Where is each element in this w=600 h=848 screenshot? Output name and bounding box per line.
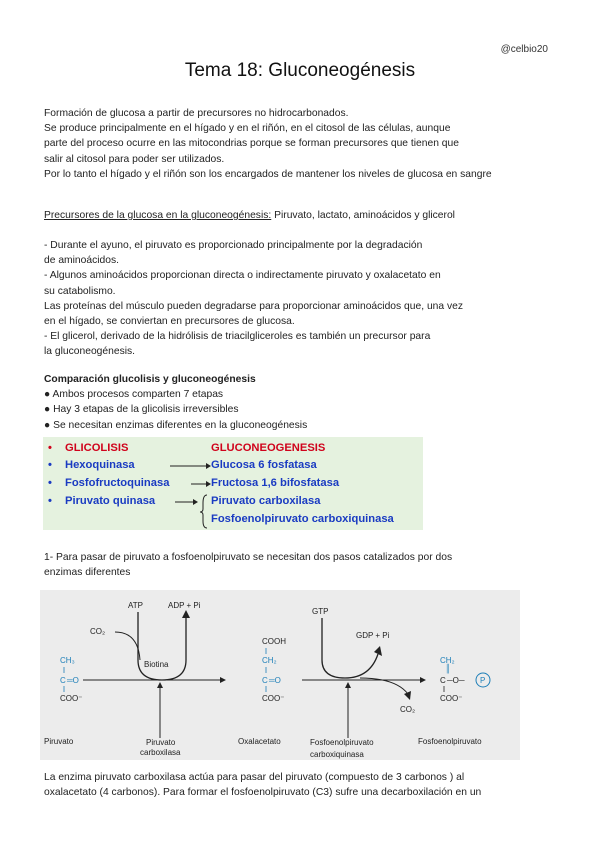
brace-icon (200, 495, 207, 528)
step1-line: 1- Para pasar de piruvato a fosfoenolpiruvato se necesitan dos pasos catalizados por dos (44, 552, 453, 563)
co2-in-label: CO₂ (90, 627, 106, 636)
gluconeogenesis-enzyme: Fosfoenolpiruvato carboxiquinasa (211, 513, 394, 525)
intro-line: parte del proceso ocurre en las mitocondrias porque se forman precursores que tienen que (44, 138, 459, 150)
intro-line: Por lo tanto el hígado y el riñón son los encargados de mantener los niveles de glucosa en sangre (44, 168, 492, 180)
glycolysis-enzyme: Hexoquinasa (65, 459, 135, 471)
pepck-label-1: Fosfoenolpiruvato (310, 738, 374, 747)
table-bullet: • (48, 495, 52, 507)
pyruvate-c: C (60, 676, 66, 685)
closing-line: La enzima piruvato carboxilasa actúa para pasar del piruvato (compuesto de 3 carbonos ) al (44, 772, 465, 783)
intro-paragraph (44, 106, 564, 182)
pep-label: Fosfoenolpiruvato (418, 737, 482, 746)
table-bullet: • (48, 442, 52, 454)
precursors-paragraph (44, 238, 564, 360)
enzyme-comparison-table (43, 437, 423, 530)
comparison-section (44, 372, 564, 433)
arrow-head (193, 499, 198, 505)
pep-c: C (440, 676, 446, 685)
comparison-heading: Comparación glucolisis y gluconeogénesis (44, 374, 256, 385)
gluconeogenesis-enzyme: Piruvato carboxilasa (211, 495, 321, 507)
precursors-heading: Precursores de la glucosa en la gluconeogénesis: (44, 210, 272, 221)
arrow-head (206, 481, 211, 487)
intro-line: Formación de glucosa a partir de precursores no hidrocarbonados. (44, 108, 349, 119)
page-title: Tema 18: Gluconeogénesis (184, 60, 416, 81)
gluconeogenesis-enzyme: Fructosa 1,6 bifosfatasa (211, 477, 340, 489)
closing-paragraph (44, 770, 564, 800)
atp-label: ATP (128, 601, 143, 610)
pep-o: ─O─ (447, 676, 465, 685)
arrow-head (206, 463, 211, 469)
diagram-background (40, 590, 520, 760)
biotin-label: Biotina (144, 660, 169, 669)
comparison-bullet: ● Hay 3 etapas de la glicolisis irreversibles (44, 404, 239, 416)
precursors-line: Las proteínas del músculo pueden degradarse para proporcionar aminoácidos que, una vez (44, 300, 464, 312)
precursors-line: - Algunos aminoácidos proporcionan directa o indirectamente piruvato y oxalacetato en (44, 270, 441, 282)
precursors-line: - Durante el ayuno, el piruvato es proporcionado principalmente por la degradación (44, 240, 423, 251)
oaa-o: ═O (269, 676, 281, 685)
gluconeogenesis-header: GLUCONEOGENESIS (211, 442, 326, 454)
oxalacetate-label: Oxalacetato (238, 737, 281, 746)
comparison-bullet: ● Se necesitan enzimas diferentes en la gluconeogénesis (44, 419, 308, 431)
table-bullet: • (48, 459, 52, 471)
gdp-label: GDP + Pi (356, 631, 390, 640)
oaa-cooh: COOH (262, 637, 286, 646)
pyruvate-o: ═O (67, 676, 79, 685)
pepck-label-2: carboxiquinasa (310, 750, 364, 759)
oaa-c: C (262, 676, 268, 685)
step1-paragraph (44, 550, 564, 580)
pc-label-2: carboxilasa (140, 748, 181, 757)
intro-line: salir al citosol para poder ser utilizados. (44, 153, 225, 165)
glycolysis-enzyme: Fosfofructoquinasa (65, 477, 170, 489)
pyruvate-to-pep-diagram (40, 590, 520, 760)
intro-line: Se produce principalmente en el hígado y en el riñón, en el citosol de las células, aunque (44, 123, 451, 135)
comparison-bullet: ● Ambos procesos comparten 7 etapas (44, 389, 224, 401)
closing-line: oxalacetato (4 carbonos). Para formar el fosfoenolpiruvato (C3) sufre una decarboxilación en un (44, 787, 482, 799)
gtp-label: GTP (312, 607, 329, 616)
glycolysis-header: GLICOLISIS (65, 442, 129, 454)
precursors-line: su catabolismo. (44, 285, 116, 297)
pep-p: P (480, 676, 486, 685)
pc-label-1: Piruvato (146, 738, 176, 747)
pep-coo: COO⁻ (440, 694, 463, 703)
oaa-coo: COO⁻ (262, 694, 285, 703)
precursors-line: de aminoácidos. (44, 255, 119, 267)
co2-out-label: CO₂ (400, 705, 416, 714)
pep-double-bond: ║ (445, 664, 451, 673)
pyruvate-ch3: CH₃ (60, 656, 75, 665)
pyruvate-coo: COO⁻ (60, 694, 83, 703)
step1-line: enzimas diferentes (44, 567, 131, 579)
precursors-line: la gluconeogénesis. (44, 346, 136, 358)
precursors-line: - El glicerol, derivado de la hidrólisis de triacilgliceroles es también un precursor para (44, 331, 431, 343)
glycolysis-enzyme: Piruvato quinasa (65, 495, 156, 507)
table-arrows (43, 437, 423, 530)
precursors-line: en el hígado, se conviertan en precursores de glucosa. (44, 316, 295, 328)
pep-ch2: CH₂ (440, 656, 455, 665)
gluconeogenesis-enzyme: Glucosa 6 fosfatasa (211, 459, 317, 471)
precursors-list: Piruvato, lactato, aminoácidos y glicerol (271, 210, 455, 221)
pyruvate-label: Piruvato (44, 737, 74, 746)
precursors-heading-line (44, 208, 564, 223)
author-handle: @celbio20 (500, 44, 548, 55)
oaa-ch2: CH₂ (262, 656, 277, 665)
table-bullet: • (48, 477, 52, 489)
adp-label: ADP + Pi (168, 601, 201, 610)
